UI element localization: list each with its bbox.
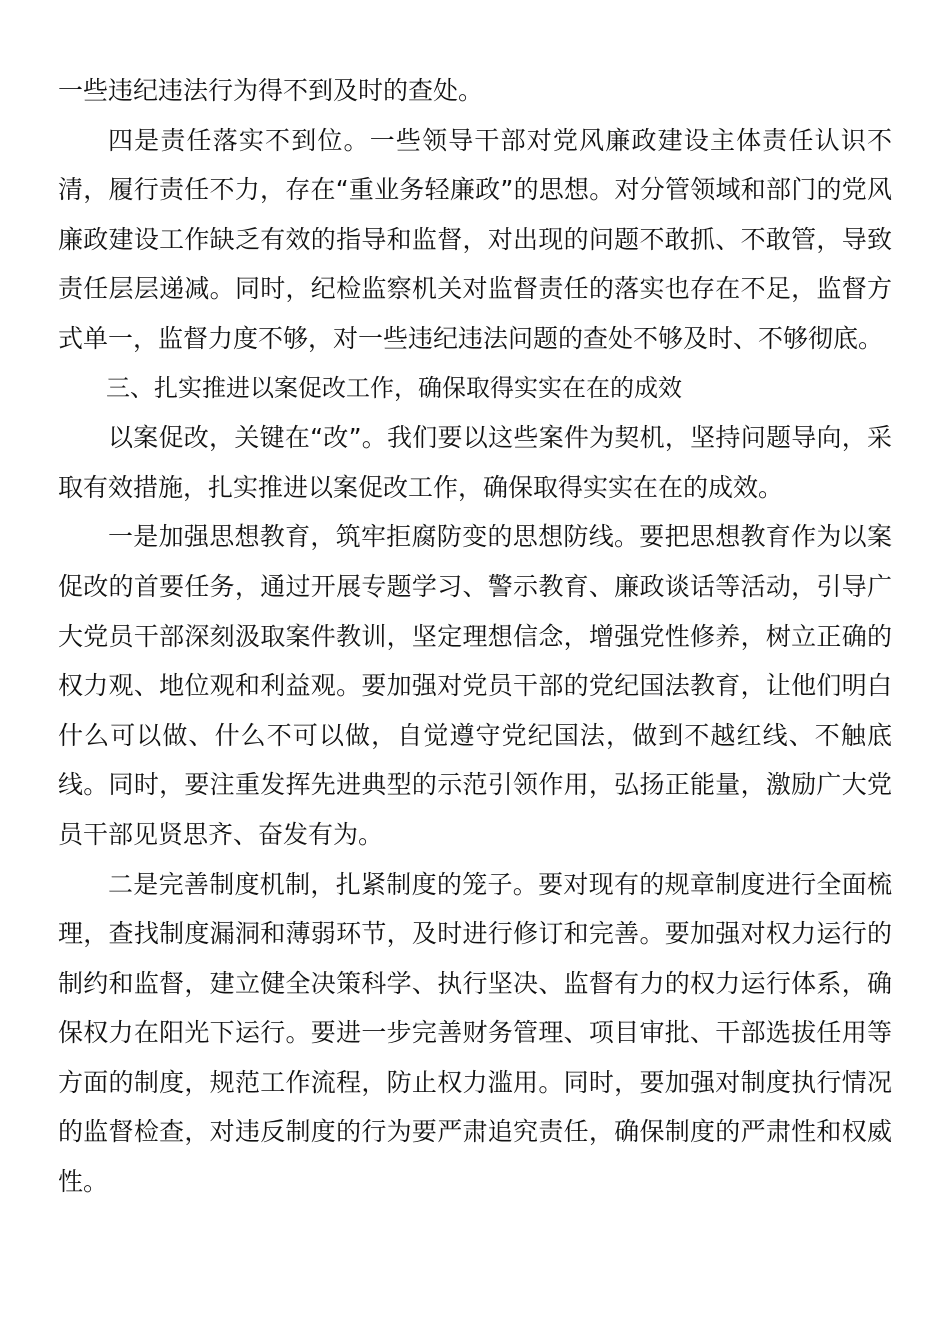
paragraph-education: 一是加强思想教育，筑牢拒腐防变的思想防线。要把思想教育作为以案促改的首要任务，通过开展专题学习、警示教育、廉政谈话等活动，引导广大党员干部深刻汲取案件教训，坚定理想信念，增强党性修养，树立正确的权力观、地位观和利益观。要加强对党员干部的党纪国法教育，让他们明白什么可以做、什么不可以做，自觉遵守党纪国法，做到不越红线、不触底线。同时，要注重发挥先进典型的示范引领作用，弘扬正能量，激励广大党员干部见贤思齐、奋发有为。 [58, 522, 892, 849]
paragraph-system: 二是完善制度机制，扎紧制度的笼子。要对现有的规章制度进行全面梳理，查找制度漏洞和薄弱环节，及时进行修订和完善。要加强对权力运行的制约和监督，建立健全决策科学、执行坚决、监督有力的权力运行体系，确保权力在阳光下运行。要进一步完善财务管理、项目审批、干部选拔任用等方面的制度，规范工作流程，防止权力滥用。同时，要加强对制度执行情况的监督检查，对违反制度的行为要严肃追究责任，确保制度的严肃性和权威性。 [58, 869, 892, 1197]
document-body [58, 66, 892, 1207]
paragraph-responsibility: 四是责任落实不到位。一些领导干部对党风廉政建设主体责任认识不清，履行责任不力，存在“重业务轻廉政”的思想。对分管领域和部门的党风廉政建设工作缺乏有效的指导和监督，对出现的问题不敢抓、不敢管，导致责任层层递减。同时，纪检监察机关对监督责任的落实也存在不足，监督方式单一，监督力度不够，对一些违纪违法问题的查处不够及时、不够彻底。 [58, 125, 892, 353]
section-heading: 三、扎实推进以案促改工作，确保取得实实在在的成效 [106, 373, 682, 402]
paragraph-intro: 以案促改，关键在“改”。我们要以这些案件为契机，坚持问题导向，采取有效措施，扎实推进以案促改工作，确保取得实实在在的成效。 [58, 423, 892, 502]
paragraph-continuation: 一些违纪违法行为得不到及时的查处。 [58, 76, 484, 105]
